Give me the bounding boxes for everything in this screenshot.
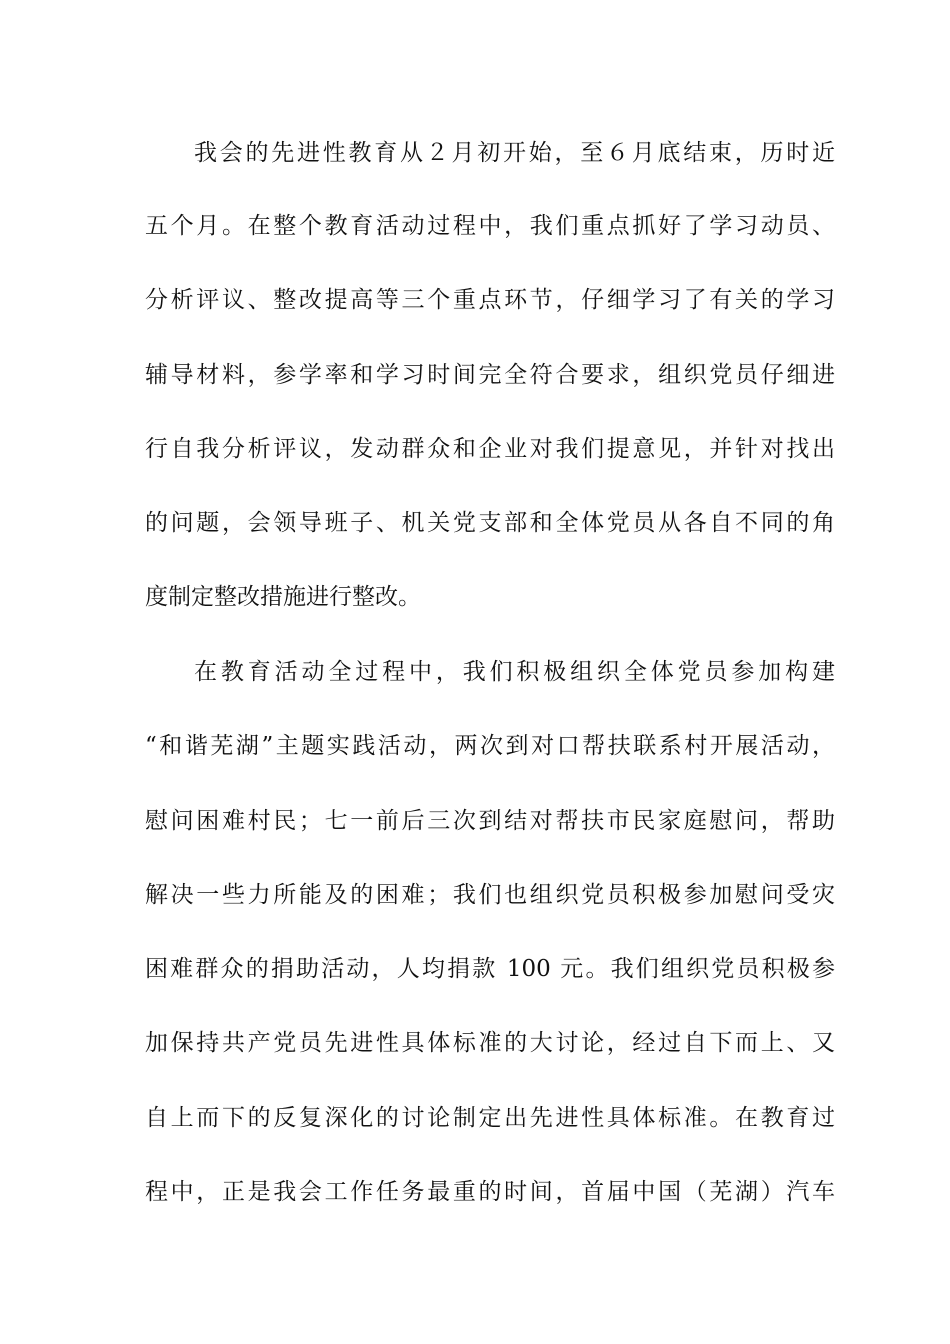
paragraph-2-line-7: 自上而下的反复深化的讨论制定出先进性具体标准。在教育过 (145, 1105, 835, 1131)
paragraph-1-line-4: 辅导材料，参学率和学习时间完全符合要求，组织党员仔细进 (145, 362, 835, 388)
paragraph-2-line-8: 程中，正是我会工作任务最重的时间，首届中国（芜湖）汽车 (145, 1179, 835, 1205)
paragraph-1-line-5: 行自我分析评议，发动群众和企业对我们提意见，并针对找出 (145, 436, 835, 462)
paragraph-2-line-6: 加保持共产党员先进性具体标准的大讨论，经过自下而上、又 (145, 1030, 835, 1056)
paragraph-2-line-1: 在教育活动全过程中，我们积极组织全体党员参加构建 (194, 659, 835, 685)
paragraph-1-line-7: 度制定整改措施进行整改。 (145, 584, 421, 610)
paragraph-2-line-3: 慰问困难村民；七一前后三次到结对帮扶市民家庭慰问，帮助 (145, 808, 835, 834)
paragraph-2-line-2: “和谐芜湖”主题实践活动，两次到对口帮扶联系村开展活动， (145, 733, 835, 759)
paragraph-2-line-5: 困难群众的捐助活动，人均捐款 100 元。我们组织党员积极参 (145, 956, 835, 982)
paragraph-1-line-2: 五个月。在整个教育活动过程中，我们重点抓好了学习动员、 (145, 213, 835, 239)
paragraph-1-line-3: 分析评议、整改提高等三个重点环节，仔细学习了有关的学习 (145, 287, 835, 313)
paragraph-1-line-1: 我会的先进性教育从２月初开始，至６月底结束，历时近 (194, 140, 835, 166)
paragraph-1-line-6: 的问题，会领导班子、机关党支部和全体党员从各自不同的角 (145, 510, 835, 536)
paragraph-2-line-4: 解决一些力所能及的困难；我们也组织党员积极参加慰问受灾 (145, 882, 835, 908)
